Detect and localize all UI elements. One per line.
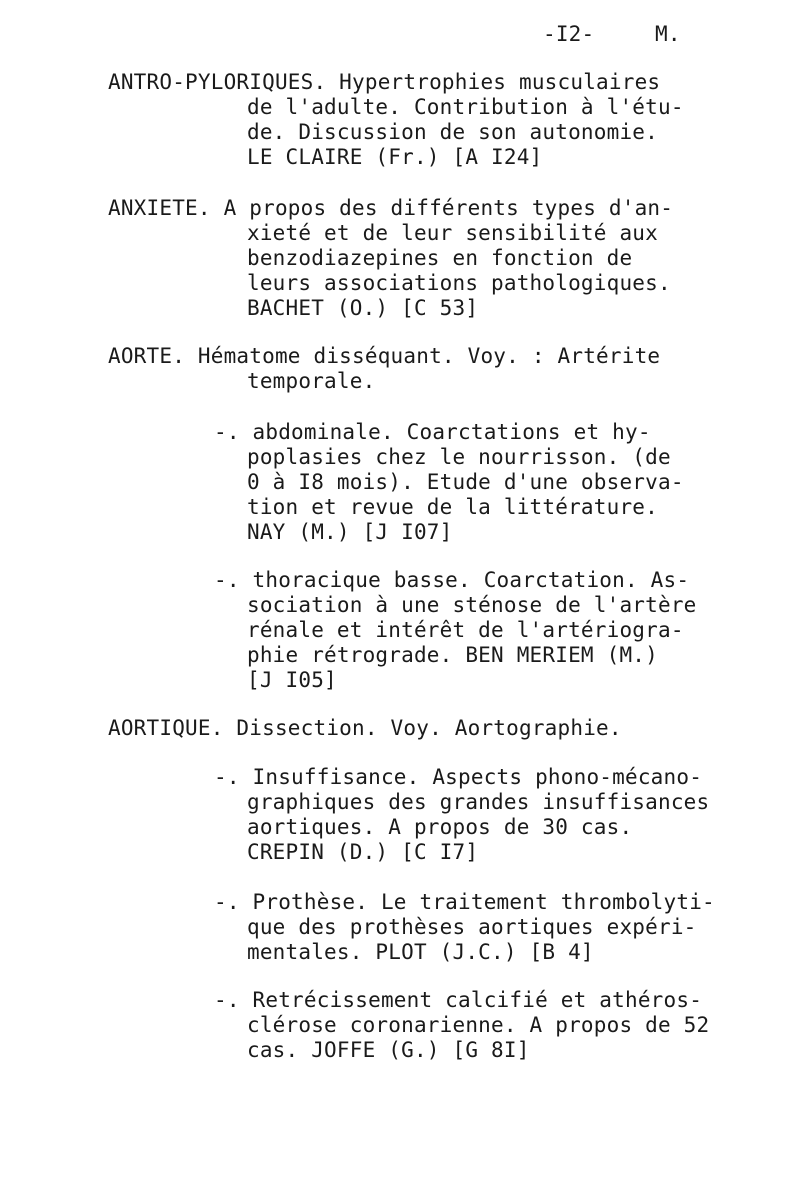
entry-line: phie rétrograde. BEN MERIEM (M.) [247,643,658,667]
page-letter: M. [655,22,681,46]
entry-line: LE CLAIRE (Fr.) [A I24] [247,145,543,169]
entry-line: poplasies chez le nourrisson. (de [247,445,671,469]
entry-line: temporale. [247,369,376,393]
entry-line: de l'adulte. Contribution à l'étu- [247,95,684,119]
entry-line: graphiques des grandes insuffisances [247,790,710,814]
entry-line: leurs associations pathologiques. [247,271,671,295]
entry-line: BACHET (O.) [C 53] [247,296,479,320]
entry-line: ANXIETE. A propos des différents types d'an- [108,196,674,220]
entry-line: rénale et intérêt de l'artériogra- [247,618,684,642]
entry-line: -. Retrécissement calcifié et athéros- [214,988,703,1012]
entry-line: -. Insuffisance. Aspects phono-mécano- [214,765,703,789]
entry-line: benzodiazepines en fonction de [247,246,633,270]
entry-line: cas. JOFFE (G.) [G 8I] [247,1038,530,1062]
entry-line: de. Discussion de son autonomie. [247,120,658,144]
entry-line: mentales. PLOT (J.C.) [B 4] [247,940,594,964]
entry-line: tion et revue de la littérature. [247,495,658,519]
entry-line: -. Prothèse. Le traitement thrombolyti- [214,890,715,914]
entry-line: que des prothèses aortiques expéri- [247,915,697,939]
entry-line: -. thoracique basse. Coarctation. As- [214,568,690,592]
entry-line: ANTRO-PYLORIQUES. Hypertrophies musculaires [108,70,661,94]
page-number: -I2- [543,22,595,46]
entry-line: 0 à I8 mois). Etude d'une observa- [247,470,684,494]
entry-line: AORTE. Hématome disséquant. Voy. : Artérite [108,344,661,368]
entry-line: sociation à une sténose de l'artère [247,593,697,617]
entry-line: clérose coronarienne. A propos de 52 [247,1013,710,1037]
entry-line: xieté et de leur sensibilité aux [247,221,658,245]
entry-line: NAY (M.) [J I07] [247,520,453,544]
entry-line: -. abdominale. Coarctations et hy- [214,420,651,444]
entry-line: aortiques. A propos de 30 cas. [247,815,633,839]
entry-line: AORTIQUE. Dissection. Voy. Aortographie. [108,716,622,740]
entry-line: CREPIN (D.) [C I7] [247,840,479,864]
entry-line: [J I05] [247,668,337,692]
